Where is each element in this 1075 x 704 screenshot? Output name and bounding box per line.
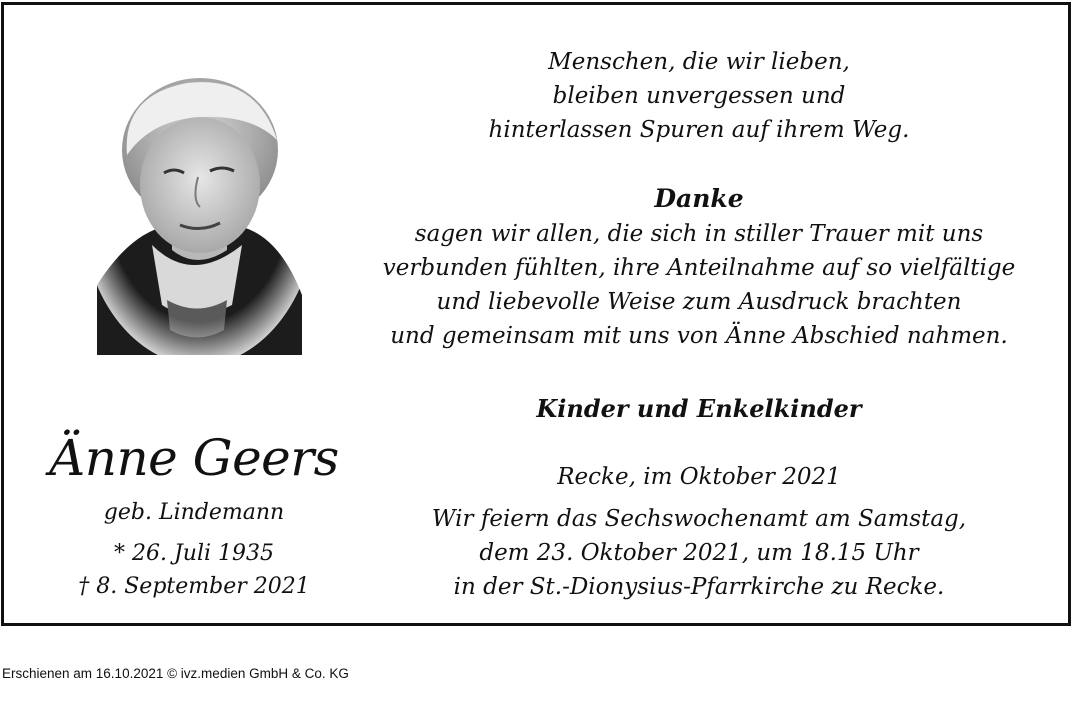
family-signature: Kinder und Enkelkinder xyxy=(536,394,862,423)
publication-footer: Erschienen am 16.10.2021 © ivz.medien GmbH & Co. KG xyxy=(2,666,349,681)
poem-line: hinterlassen Spuren auf ihrem Weg. xyxy=(488,117,910,143)
deceased-name: Änne Geers xyxy=(49,429,339,487)
obituary-frame xyxy=(1,2,1071,626)
poem-line: bleiben unvergessen und xyxy=(552,83,846,109)
service-line: dem 23. Oktober 2021, um 18.15 Uhr xyxy=(479,540,919,566)
thanks-line: sagen wir allen, die sich in stiller Trauer mit uns xyxy=(414,221,984,247)
death-date: † 8. September 2021 xyxy=(78,574,310,599)
service-info xyxy=(364,502,1034,604)
poem-line: Menschen, die wir lieben, xyxy=(548,49,850,75)
life-dates xyxy=(34,537,354,603)
service-line: in der St.-Dionysius-Pfarrkirche zu Recke. xyxy=(453,574,945,600)
place-date: Recke, im Oktober 2021 xyxy=(557,464,841,490)
thanks-line: verbunden fühlten, ihre Anteilnahme auf so vielfältige xyxy=(382,255,1016,281)
poem xyxy=(364,45,1034,147)
birth-date: * 26. Juli 1935 xyxy=(113,541,274,566)
thanks-line: und liebevolle Weise zum Ausdruck brachten xyxy=(436,289,962,315)
thanks-text xyxy=(364,217,1034,353)
birth-name: geb. Lindemann xyxy=(103,500,285,525)
thanks-line: und gemeinsam mit uns von Änne Abschied nahmen. xyxy=(390,323,1008,349)
portrait-photo xyxy=(92,55,307,355)
service-line: Wir feiern das Sechswochenamt am Samstag, xyxy=(431,506,967,532)
thanks-heading: Danke xyxy=(654,184,744,213)
